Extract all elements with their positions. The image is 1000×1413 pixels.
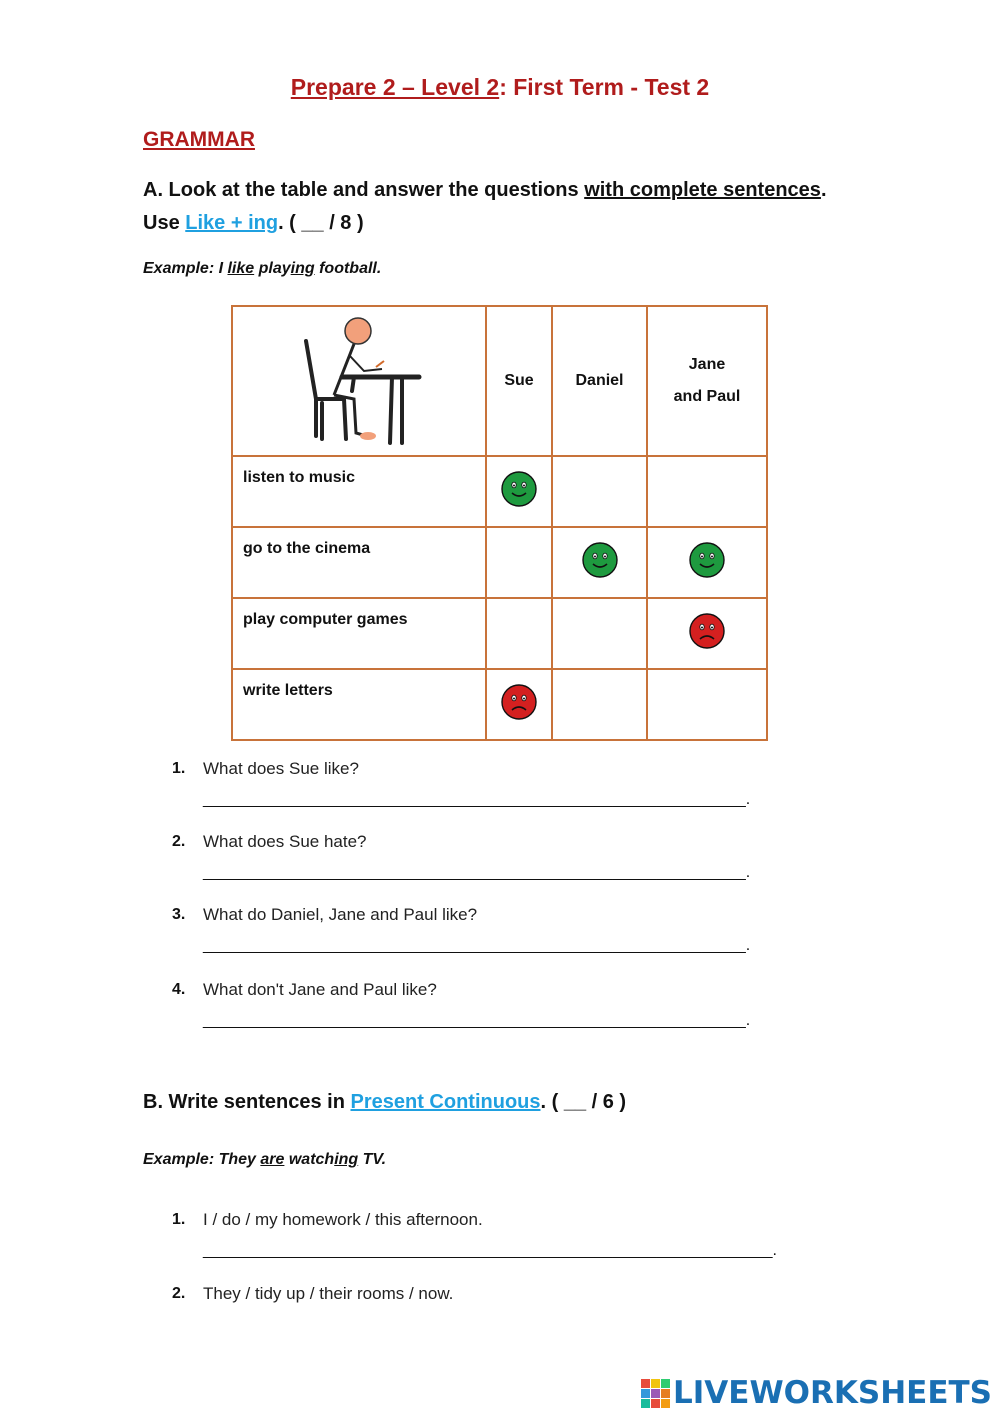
table-cell xyxy=(486,669,552,740)
answer-line[interactable]: _____________________________________________________________. xyxy=(203,791,751,808)
table-row xyxy=(232,527,767,598)
question-text: I / do / my homework / this afternoon. xyxy=(203,1210,483,1229)
like-ing-link[interactable]: Like + ing xyxy=(185,212,279,234)
table-cell xyxy=(647,527,767,598)
part-b-instruction xyxy=(143,1086,626,1119)
example-underlined: ing xyxy=(290,260,315,277)
instr-text: Use xyxy=(143,212,186,234)
header-and-paul: and Paul xyxy=(673,388,741,405)
header-sue: Sue xyxy=(486,306,552,456)
answer-line[interactable]: ________________________________________________________________. xyxy=(203,1242,777,1259)
table-cell xyxy=(486,456,552,527)
header-jane: Jane xyxy=(688,356,726,373)
example-text: football. xyxy=(314,260,382,277)
part-a-instruction-line2 xyxy=(143,207,364,240)
question-number: 2. xyxy=(172,1285,186,1302)
question-text: What does Sue like? xyxy=(203,759,359,778)
sad-face-icon xyxy=(500,683,538,721)
table-cell xyxy=(486,527,552,598)
activity-label: play computer games xyxy=(232,598,486,669)
liveworksheets-logo xyxy=(641,1375,992,1411)
question-number: 1. xyxy=(172,760,186,777)
question-text: They / tidy up / their rooms / now. xyxy=(203,1284,454,1303)
table-row xyxy=(232,598,767,669)
activity-label: go to the cinema xyxy=(232,527,486,598)
question-text: What does Sue hate? xyxy=(203,832,367,851)
table-row xyxy=(232,456,767,527)
example-text: TV. xyxy=(358,1151,387,1168)
question-text: What do Daniel, Jane and Paul like? xyxy=(203,905,478,924)
page-title xyxy=(0,74,1000,101)
table-cell xyxy=(552,598,647,669)
question-text: What don't Jane and Paul like? xyxy=(203,980,437,999)
instr-text: B. Write sentences in xyxy=(143,1091,351,1113)
activity-label: write letters xyxy=(232,669,486,740)
instr-score: . ( __ / 6 ) xyxy=(540,1091,627,1113)
header-daniel: Daniel xyxy=(552,306,647,456)
logo-text: LIVEWORKSHEETS xyxy=(673,1375,992,1411)
example-text: play xyxy=(254,260,291,277)
question-number: 3. xyxy=(172,906,186,923)
example-underlined: are xyxy=(260,1151,285,1168)
likes-table xyxy=(231,305,768,741)
student-at-desk-illustration xyxy=(294,311,424,446)
title-part2: : First Term - Test 2 xyxy=(499,74,710,100)
part-a-example xyxy=(143,260,381,278)
title-part1: Prepare 2 – Level 2 xyxy=(290,74,500,100)
happy-face-icon xyxy=(688,541,726,579)
instr-text: A. Look at the table and answer the questions xyxy=(143,179,585,201)
activity-label: listen to music xyxy=(232,456,486,527)
present-continuous-link[interactable]: Present Continuous xyxy=(350,1091,541,1113)
instr-underlined: with complete sentences xyxy=(584,179,821,201)
question-number: 1. xyxy=(172,1211,186,1228)
logo-grid-icon xyxy=(641,1379,670,1408)
happy-face-icon xyxy=(581,541,619,579)
table-cell xyxy=(647,669,767,740)
example-underlined: like xyxy=(227,260,255,277)
table-row xyxy=(232,669,767,740)
table-cell xyxy=(552,527,647,598)
question-number: 2. xyxy=(172,833,186,850)
table-cell xyxy=(552,456,647,527)
happy-face-icon xyxy=(500,470,538,508)
section-heading: GRAMMAR xyxy=(143,128,255,151)
table-cell xyxy=(647,456,767,527)
table-cell xyxy=(647,598,767,669)
example-text: Example: I xyxy=(143,260,228,277)
table-cell xyxy=(486,598,552,669)
student-illustration-cell xyxy=(232,306,486,456)
table-body xyxy=(232,456,767,740)
question-number: 4. xyxy=(172,981,186,998)
sad-face-icon xyxy=(688,612,726,650)
header-jane-paul xyxy=(647,306,767,456)
example-underlined: ing xyxy=(334,1151,359,1168)
part-a-instruction-line1 xyxy=(143,174,827,207)
part-b-example xyxy=(143,1151,386,1169)
table-header-row xyxy=(232,306,767,456)
example-text: Example: They xyxy=(143,1151,261,1168)
instr-text: . xyxy=(820,179,827,201)
answer-line[interactable]: _____________________________________________________________. xyxy=(203,937,751,954)
example-text: watch xyxy=(284,1151,335,1168)
answer-line[interactable]: _____________________________________________________________. xyxy=(203,1012,751,1029)
answer-line[interactable]: _____________________________________________________________. xyxy=(203,864,751,881)
table-cell xyxy=(552,669,647,740)
instr-score: . ( __ / 8 ) xyxy=(278,212,364,234)
